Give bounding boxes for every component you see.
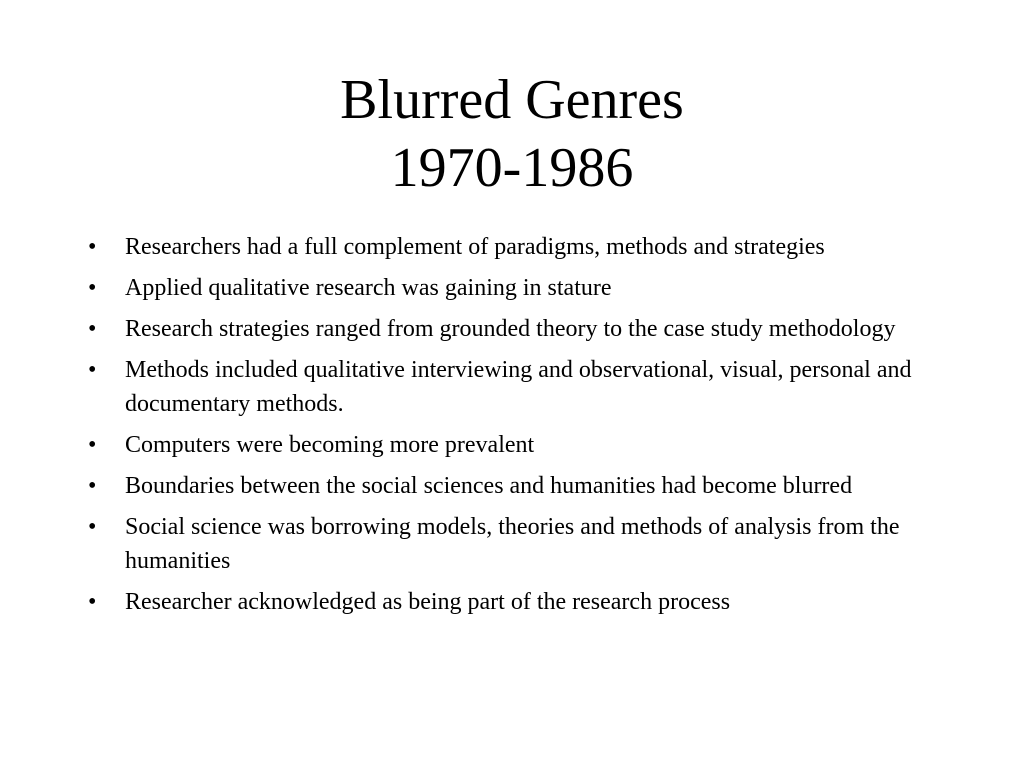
bullet-text: Social science was borrowing models, theories and methods of analysis from the humanities (125, 514, 900, 574)
bullet-item (88, 312, 938, 346)
bullet-icon: • (88, 432, 97, 458)
bullet-item (88, 510, 938, 578)
bullet-list (88, 230, 938, 626)
bullet-text: Applied qualitative research was gaining in stature (125, 275, 612, 301)
slide-title (0, 66, 1024, 202)
bullet-text: Methods included qualitative interviewing and observational, visual, personal and documentary methods. (125, 357, 912, 417)
bullet-icon: • (88, 589, 97, 615)
bullet-icon: • (88, 514, 97, 540)
bullet-item (88, 230, 938, 264)
slide-title-line-1: Blurred Genres (340, 69, 684, 131)
bullet-icon: • (88, 316, 97, 342)
bullet-item (88, 353, 938, 421)
bullet-text: Researcher acknowledged as being part of the research process (125, 589, 731, 615)
bullet-text: Researchers had a full complement of paradigms, methods and strategies (125, 234, 825, 260)
bullet-icon: • (88, 275, 97, 301)
bullet-text: Computers were becoming more prevalent (125, 432, 535, 458)
bullet-icon: • (88, 357, 97, 383)
bullet-icon: • (88, 234, 97, 260)
bullet-item (88, 469, 938, 503)
bullet-item (88, 271, 938, 305)
bullet-item (88, 585, 938, 619)
bullet-item (88, 428, 938, 462)
slide-title-line-2: 1970-1986 (390, 137, 634, 199)
bullet-text: Research strategies ranged from grounded theory to the case study methodology (125, 316, 896, 342)
bullet-text: Boundaries between the social sciences and humanities had become blurred (125, 473, 853, 499)
bullet-icon: • (88, 473, 97, 499)
